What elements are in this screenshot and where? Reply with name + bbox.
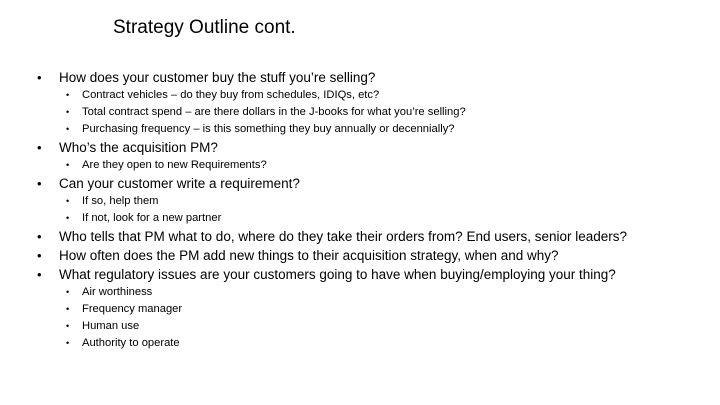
bullet-dot-icon: • — [37, 176, 42, 191]
bullet-dot-icon: • — [66, 338, 70, 348]
sub-bullet-item — [0, 193, 720, 210]
bullet-text: Who’s the acquisition PM? — [59, 140, 218, 155]
bullet-dot-icon: • — [66, 124, 70, 134]
bullet-text: Who tells that PM what to do, where do they take their orders from? End users, senior leaders? — [59, 229, 628, 244]
sub-bullet-item — [0, 335, 720, 352]
bullet-dot-icon: • — [66, 304, 70, 314]
bullet-text: If not, look for a new partner — [82, 212, 222, 224]
bullet-text: How often does the PM add new things to their acquisition strategy, when and why? — [59, 248, 559, 263]
sub-bullet-item — [0, 284, 720, 301]
sub-bullet-item — [0, 104, 720, 121]
bullet-dot-icon: • — [37, 267, 42, 282]
bullet-item — [0, 68, 720, 87]
bullet-list — [0, 68, 720, 352]
bullet-text: What regulatory issues are your customers going to have when buying/employing your thing? — [59, 267, 616, 282]
sub-bullet-item — [0, 121, 720, 138]
bullet-dot-icon: • — [66, 160, 70, 170]
sub-bullet-item — [0, 210, 720, 227]
bullet-item — [0, 227, 720, 246]
bullet-dot-icon: • — [37, 229, 42, 244]
bullet-dot-icon: • — [66, 287, 70, 297]
bullet-text: Frequency manager — [82, 303, 183, 315]
bullet-dot-icon: • — [37, 70, 42, 85]
bullet-dot-icon: • — [66, 90, 70, 100]
bullet-text: Air worthiness — [82, 286, 153, 298]
bullet-text: Human use — [82, 320, 140, 332]
bullet-text: Can your customer write a requirement? — [59, 176, 300, 191]
bullet-text: Contract vehicles – do they buy from schedules, IDIQs, etc? — [82, 89, 380, 101]
slide-title: Strategy Outline cont. — [113, 17, 296, 38]
bullet-text: Authority to operate — [82, 337, 180, 349]
bullet-dot-icon: • — [66, 213, 70, 223]
bullet-dot-icon: • — [66, 107, 70, 117]
bullet-text: How does your customer buy the stuff you’re selling? — [59, 70, 376, 85]
bullet-dot-icon: • — [37, 140, 42, 155]
bullet-item — [0, 246, 720, 265]
bullet-dot-icon: • — [66, 321, 70, 331]
bullet-item — [0, 265, 720, 284]
bullet-text: If so, help them — [82, 195, 159, 207]
sub-bullet-item — [0, 87, 720, 104]
bullet-text: Purchasing frequency – is this something they buy annually or decennially? — [82, 123, 455, 135]
sub-bullet-item — [0, 157, 720, 174]
bullet-item — [0, 138, 720, 157]
sub-bullet-item — [0, 318, 720, 335]
sub-bullet-item — [0, 301, 720, 318]
bullet-text: Are they open to new Requirements? — [82, 159, 267, 171]
bullet-dot-icon: • — [66, 196, 70, 206]
bullet-text: Total contract spend – are there dollars in the J-books for what you’re selling? — [82, 106, 466, 118]
bullet-item — [0, 174, 720, 193]
bullet-dot-icon: • — [37, 248, 42, 263]
